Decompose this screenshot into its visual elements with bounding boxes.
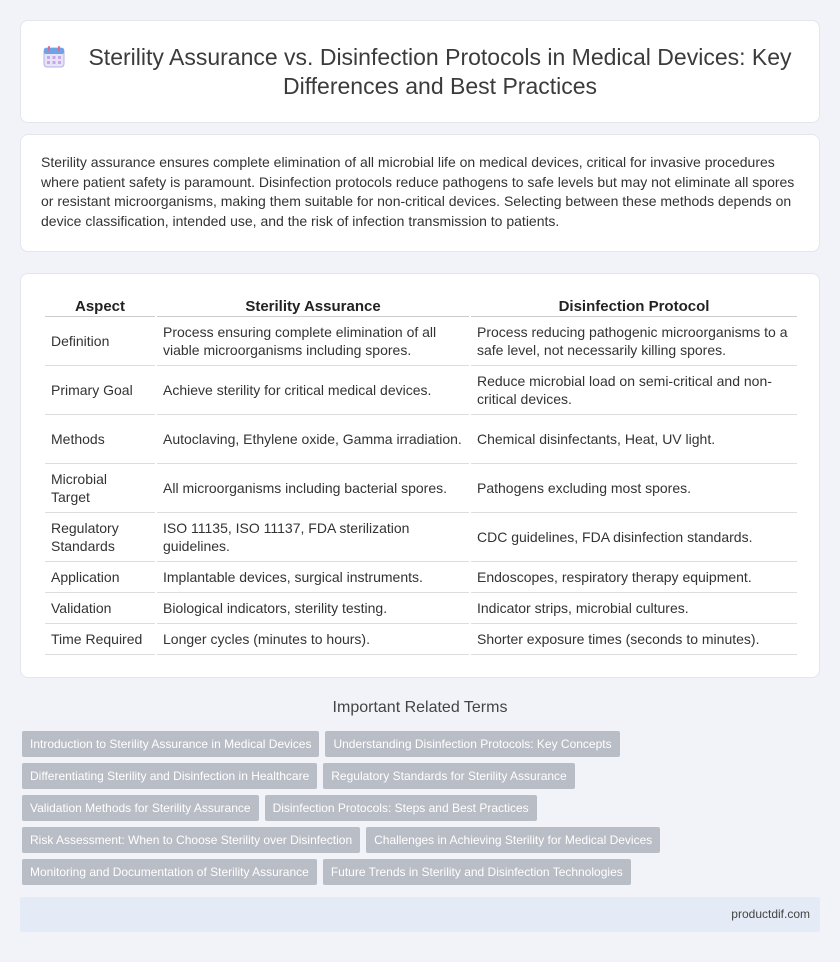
related-term-link[interactable]: Risk Assessment: When to Choose Sterility over Disinfection <box>22 827 360 853</box>
table-cell: Reduce microbial load on semi-critical and non-critical devices. <box>471 366 797 415</box>
footer-bar <box>20 897 820 932</box>
site-name[interactable]: productdif.com <box>731 907 810 921</box>
table-cell: Definition <box>45 317 155 366</box>
table-row <box>45 624 797 655</box>
table-cell: Autoclaving, Ethylene oxide, Gamma irradiation. <box>157 415 469 464</box>
table-cell: Methods <box>45 415 155 464</box>
table-row <box>45 317 797 366</box>
related-term-link[interactable]: Introduction to Sterility Assurance in Medical Devices <box>22 731 319 757</box>
calendar-icon <box>41 44 67 70</box>
table-cell: All microorganisms including bacterial spores. <box>157 464 469 513</box>
header-card <box>20 20 820 123</box>
intro-paragraph: Sterility assurance ensures complete elimination of all microbial life on medical devices, critical for invasive procedures where patient safety is paramount. Disinfection protocols reduce pathogens to safe levels but may not eliminate all spores or resistant microorganisms, making them suitable for non-critical devices. Selecting between these methods depends on device classification, intended use, and the risk of infection transmission to patients. <box>41 154 795 229</box>
table-row <box>45 562 797 593</box>
table-cell: Implantable devices, surgical instruments. <box>157 562 469 593</box>
column-header-aspect: Aspect <box>45 296 155 317</box>
table-cell: Process reducing pathogenic microorganisms to a safe level, not necessarily killing spores. <box>471 317 797 366</box>
related-term-link[interactable]: Disinfection Protocols: Steps and Best Practices <box>265 795 537 821</box>
table-row <box>45 366 797 415</box>
table-row <box>45 593 797 624</box>
related-term-link[interactable]: Differentiating Sterility and Disinfection in Healthcare <box>22 763 317 789</box>
column-header-disinfection: Disinfection Protocol <box>471 296 797 317</box>
table-row <box>45 415 797 464</box>
related-terms-heading: Important Related Terms <box>332 699 508 716</box>
related-term-link[interactable]: Challenges in Achieving Sterility for Medical Devices <box>366 827 660 853</box>
table-header-row <box>45 296 797 317</box>
table-cell: Time Required <box>45 624 155 655</box>
table-cell: Endoscopes, respiratory therapy equipment. <box>471 562 797 593</box>
comparison-table-card <box>20 273 820 678</box>
table-cell: Achieve sterility for critical medical devices. <box>157 366 469 415</box>
table-cell: Pathogens excluding most spores. <box>471 464 797 513</box>
related-term-link[interactable]: Monitoring and Documentation of Sterility Assurance <box>22 859 317 885</box>
table-cell: Biological indicators, sterility testing. <box>157 593 469 624</box>
table-cell: Microbial Target <box>45 464 155 513</box>
related-term-link[interactable]: Understanding Disinfection Protocols: Key Concepts <box>325 731 619 757</box>
table-row <box>45 464 797 513</box>
related-term-link[interactable]: Regulatory Standards for Sterility Assurance <box>323 763 574 789</box>
table-cell: Chemical disinfectants, Heat, UV light. <box>471 415 797 464</box>
table-cell: ISO 11135, ISO 11137, FDA sterilization guidelines. <box>157 513 469 562</box>
table-cell: Indicator strips, microbial cultures. <box>471 593 797 624</box>
table-cell: Shorter exposure times (seconds to minutes). <box>471 624 797 655</box>
table-cell: Longer cycles (minutes to hours). <box>157 624 469 655</box>
table-cell: CDC guidelines, FDA disinfection standards. <box>471 513 797 562</box>
table-cell: Primary Goal <box>45 366 155 415</box>
related-term-link[interactable]: Validation Methods for Sterility Assurance <box>22 795 259 821</box>
table-row <box>45 513 797 562</box>
comparison-table <box>43 296 799 655</box>
related-terms-list <box>22 731 822 891</box>
related-term-link[interactable]: Future Trends in Sterility and Disinfection Technologies <box>323 859 631 885</box>
intro-card <box>20 134 820 252</box>
table-cell: Process ensuring complete elimination of all viable microorganisms including spores. <box>157 317 469 366</box>
column-header-sterility: Sterility Assurance <box>157 296 469 317</box>
table-cell: Regulatory Standards <box>45 513 155 562</box>
table-cell: Application <box>45 562 155 593</box>
page-title: Sterility Assurance vs. Disinfection Protocols in Medical Devices: Key Differences and Best Practices <box>88 43 792 99</box>
table-cell: Validation <box>45 593 155 624</box>
